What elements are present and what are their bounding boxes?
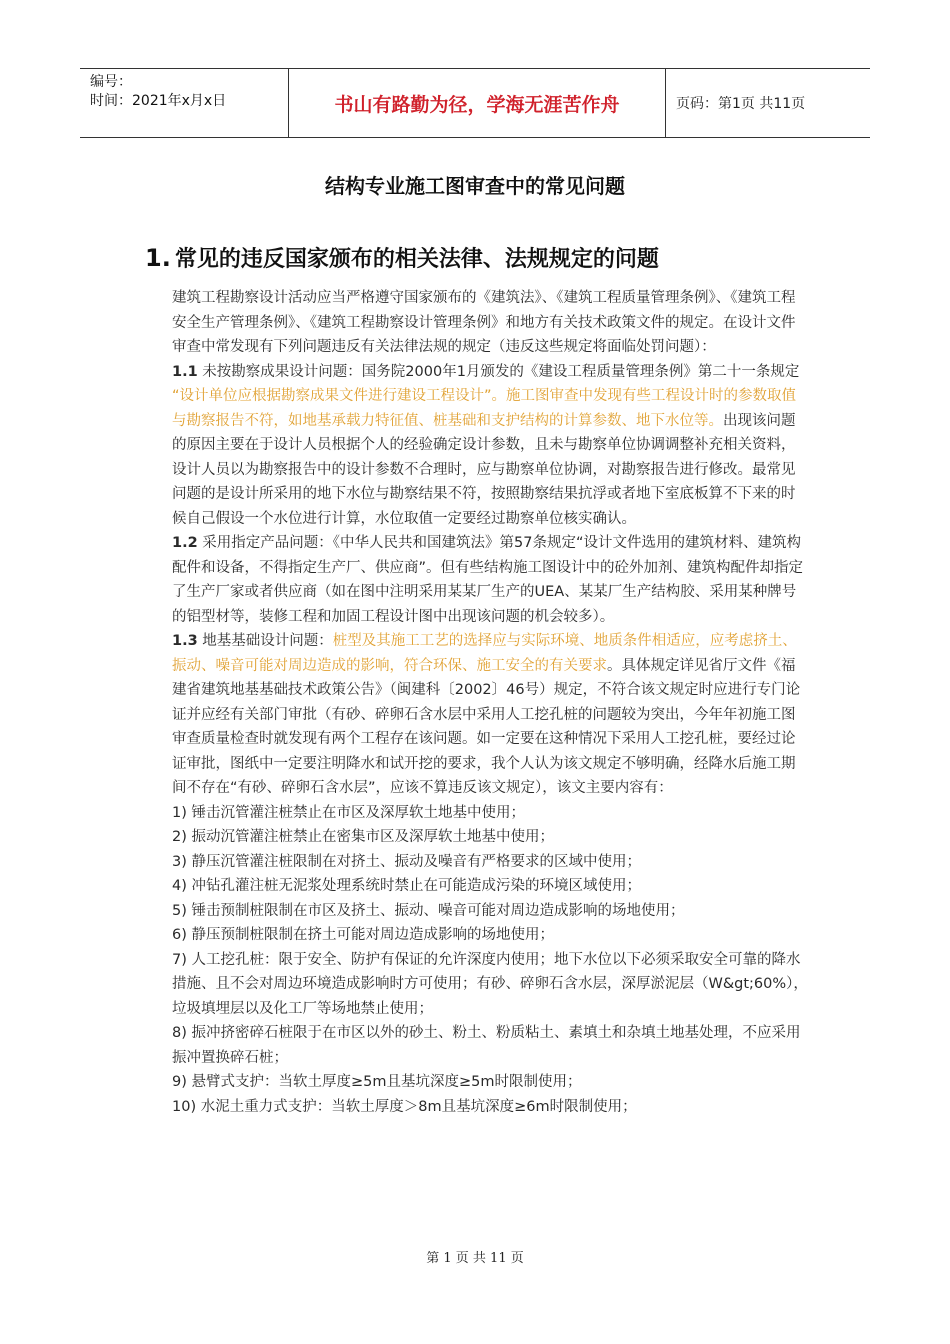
list-item: 5) 锤击预制桩限制在市区及挤土、振动、噪音可能对周边造成影响的场地使用； [172, 902, 685, 919]
item-number: 1.3 [172, 633, 198, 649]
header-meta [80, 69, 289, 137]
list-item: 3) 静压沉管灌注桩限制在对挤土、振动及噪音有严格要求的区域中使用； [172, 853, 641, 870]
section-title: 常见的违反国家颁布的相关法律、法规规定的问题 [174, 247, 659, 272]
text-run: 采用指定产品问题：《中华人民共和国建筑法》第57条规定“设计文件选用的建筑材料、建筑构配件和设备，不得指定生产厂、供应商”。但有些结构施工图设计中的砼外加剂、建筑构配件却指定了生产厂家或者供应商（如在图中注明采用某某厂生产的UEA、某某厂生产结构胶、采用某种牌号的铝型材等，装修工程和加固工程设计图中出现该问题的机会较多）。 [172, 535, 804, 625]
item-number: 1.1 [172, 363, 198, 380]
section-number: 1. [145, 244, 171, 272]
highlighted-text: “设计单位应根据勘察成果文件进行建设工程设计”。施工图审查中发现有些工程设计时的参数取值与勘察报告不符，如地基承载力特征值、桩基础和支护结构的计算参数、地下水位等。 [172, 388, 797, 429]
header-page-info: 页码：第1页 共11页 [676, 96, 806, 112]
text-run: 。具体规定详见省厅文件《福建省建筑地基基础技术政策公告》（闽建科〔2002〕46号）规定，不符合该文规定时应进行专门论证并应经有关部门审批（有砂、碎卵石含水层中采用人工挖孔桩的问题较为突出，今年年初施工图审查质量检查时就发现有两个工程存在该问题。如一定要在这种情况下采用人工挖孔桩，要经过论证审批，图纸中一定要注明降水和试开挖的要求，我个人认为该文规定不够明确，经降水后施工期间不存在“有砂、碎卵石含水层”，应该不算违反该文规定），该文主要内容有： [172, 657, 801, 796]
list-item: 9) 悬臂式支护：当软土厚度≥5m且基坑深度≥5m时限制使用； [172, 1074, 582, 1090]
list-item: 2) 振动沉管灌注桩禁止在密集市区及深厚软土地基中使用； [172, 829, 554, 845]
text-run: 地基基础设计问题： [197, 633, 333, 649]
list-item: 8) 振冲挤密碎石桩限于在市区以外的砂土、粉土、粉质粘土、素填土和杂填土地基处理，不应采用振冲置换碎石桩； [172, 1025, 801, 1066]
paragraph-1-2 [172, 531, 808, 629]
intro-paragraph: 建筑工程勘察设计活动应当严格遵守国家颁布的《建筑法》、《建筑工程质量管理条例》、《建筑工程安全生产管理条例》、《建筑工程勘察设计管理条例》和地方有关技术政策文件的规定。在设计文件审查中常发现有下列问题违反有关法律法规的规定（违反这些规定将面临处罚问题）： [172, 290, 796, 355]
text-run: 未按勘察成果设计问题：国务院2000年1月颁发的《建设工程质量管理条例》第二十一条规定 [197, 363, 800, 380]
body-text [172, 286, 808, 1119]
list-item: 10) 水泥土重力式支护：当软土厚度＞8m且基坑深度≥6m时限制使用； [172, 1098, 637, 1115]
list-item: 6) 静压预制桩限制在挤土可能对周边造成影响的场地使用； [172, 927, 554, 943]
item-number: 1.2 [172, 535, 198, 551]
section-heading [145, 242, 659, 273]
list-item: 7) 人工挖孔桩：限于安全、防护有保证的允许深度内使用；地下水位以下必须采取安全可靠的降水措施、且不会对周边环境造成影响时方可使用；有砂、碎卵石含水层，深厚淤泥层（W&gt;60%），垃圾填埋层以及化工厂等场地禁止使用； [172, 951, 808, 1017]
paragraph-1-1 [172, 360, 808, 532]
document-title: 结构专业施工图审查中的常见问题 [325, 174, 625, 198]
text-run: 出现该问题的原因主要在于设计人员根据个人的经验确定设计参数，且未与勘察单位协调调整补充相关资料，设计人员以为勘察报告中的设计参数不合理时，应与勘察单位协调，对勘察报告进行修改。最常见问题的是设计所采用的地下水位与勘察结果不符，按照勘察结果抗浮或者地下室底板算不下来的时候自己假设一个水位进行计算，水位取值一定要经过勘察单位核实确认。 [172, 412, 796, 527]
code-label: 编号： [90, 74, 132, 90]
highlighted-text: 桩型及其施工工艺的选择应与实际环境、地质条件相适应，应考虑挤土、振动、噪音可能对周边造成的影响，符合环保、施工安全的有关要求 [172, 633, 797, 674]
list-item: 4) 冲钻孔灌注桩无泥浆处理系统时禁止在可能造成污染的环境区域使用； [172, 878, 641, 894]
paragraph-1-3 [172, 629, 808, 801]
date-label: 时间：2021年x月x日 [90, 93, 227, 109]
page-footer: 第 1 页 共 11 页 [426, 1251, 524, 1266]
list-item: 1) 锤击沉管灌注桩禁止在市区及深厚软土地基中使用； [172, 804, 525, 821]
page-header [80, 68, 870, 138]
header-motto: 书山有路勤为径，学海无涯苦作舟 [289, 69, 666, 137]
